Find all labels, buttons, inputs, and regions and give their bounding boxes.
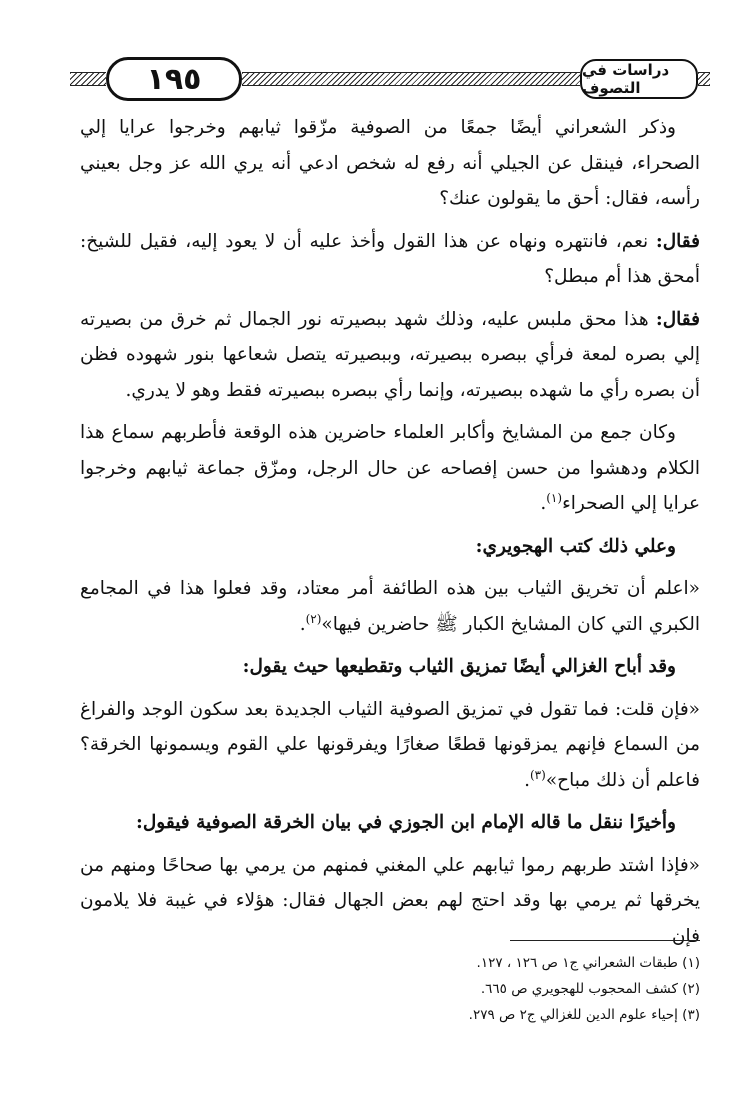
section-lead: وعلي ذلك كتب الهجويري: (475, 535, 676, 557)
page-header (70, 55, 710, 105)
paragraph-text: «اعلم أن تخريق الثياب بين هذه الطائفة أمر معتاد، وقد فعلوا هذا في المجامع الكبري التي كان المشايخ الكبار ﷺ حاضرين فيها» (80, 578, 700, 635)
footnote-ref: (١) (546, 490, 563, 505)
section-lead: وأخيرًا ننقل ما قاله الإمام ابن الجوزي في بيان الخرقة الصوفية فيقول: (136, 812, 676, 833)
footnote-ref: (٢) (305, 611, 322, 626)
footnote-ref: (٣) (529, 767, 546, 782)
speaker-label: فقال: (655, 308, 700, 330)
header-ornament-middle (242, 72, 580, 86)
quote-paragraph (80, 692, 700, 799)
footnote-separator (510, 940, 700, 941)
main-text (80, 110, 700, 961)
paragraph (80, 302, 700, 409)
paragraph: وذكر الشعراني أيضًا جمعًا من الصوفية مزّقوا ثيابهم وخرجوا عرايا إلي الصحراء، فينقل عن الجيلي أنه رفع له شخص ادعي أنه يري الله عز وجل بعيني رأسه، فقال: أحق ما يقولون عنك؟ (80, 117, 700, 209)
punctuation: . (524, 769, 530, 791)
footnotes (80, 950, 700, 1028)
quote-paragraph (80, 571, 700, 642)
punctuation: . (540, 493, 547, 514)
header-ornament-right (698, 72, 710, 86)
section-lead: وقد أباح الغزالي أيضًا تمزيق الثياب وتقطيعها حيث يقول: (242, 656, 676, 677)
paragraph-text: هذا محق ملبس عليه، وذلك شهد ببصيرته نور الجمال ثم خرق من بصيرته إلي بصره لمعة فرأي ببصره ببصيرته، وببصيرته يتصل شعاعها بنور شهوده فظن أن بصره رأي ما شهده ببصيرته، وإنما رأي ببصره ببصيرته فقط وهو لا يدري. (80, 308, 700, 401)
paragraph-text: وكان جمع من المشايخ وأكابر العلماء حاضرين هذه الوقعة فأطربهم سماع هذا الكلام ودهشوا من حسن إفصاحه عن حال الرجل، ومزّق جماعة ثيابهم وخرجوا عرايا إلي الصحراء (80, 422, 700, 514)
footnote-item: (٣) إحياء علوم الدين للغزالي ج٢ ص ٢٧٩. (468, 1007, 700, 1023)
paragraph (80, 415, 700, 522)
footnote-item: (٢) كشف المحجوب للهجويري ص ٦٦٥. (480, 981, 700, 997)
speaker-label: فقال: (655, 230, 700, 252)
footnote-item: (١) طبقات الشعراني ج١ ص ١٢٦ ، ١٢٧. (476, 955, 700, 971)
quote-paragraph: «فإذا اشتد طربهم رموا ثيابهم علي المغني فمنهم من يرمي بها صحاحًا ومنهم من يخرقها ثم يرمي بها وقد احتج لهم بعض الجهال فقال: هؤلاء في غيبة فلا يلامون فإن (80, 854, 700, 947)
page-number: ١٩٥ (106, 57, 242, 101)
punctuation: . (299, 613, 306, 635)
paragraph-text: «فإن قلت: فما تقول في تمزيق الصوفية الثياب الجديدة بعد سكون الوجد والفراغ من السماع فإنهم يمزقونها قطعًا صغارًا ويفرقونها علي القوم ويسمونها الخرقة؟ فاعلم أن ذلك مباح» (80, 698, 700, 791)
header-ornament-left (70, 72, 106, 86)
paragraph-text: نعم، فانتهره ونهاه عن هذا القول وأخذ عليه أن لا يعود إليه، فقيل للشيخ: أمحق هذا أم مبطل؟ (80, 230, 700, 287)
running-title: دراسات في التصوف (580, 59, 698, 99)
paragraph (80, 224, 700, 295)
